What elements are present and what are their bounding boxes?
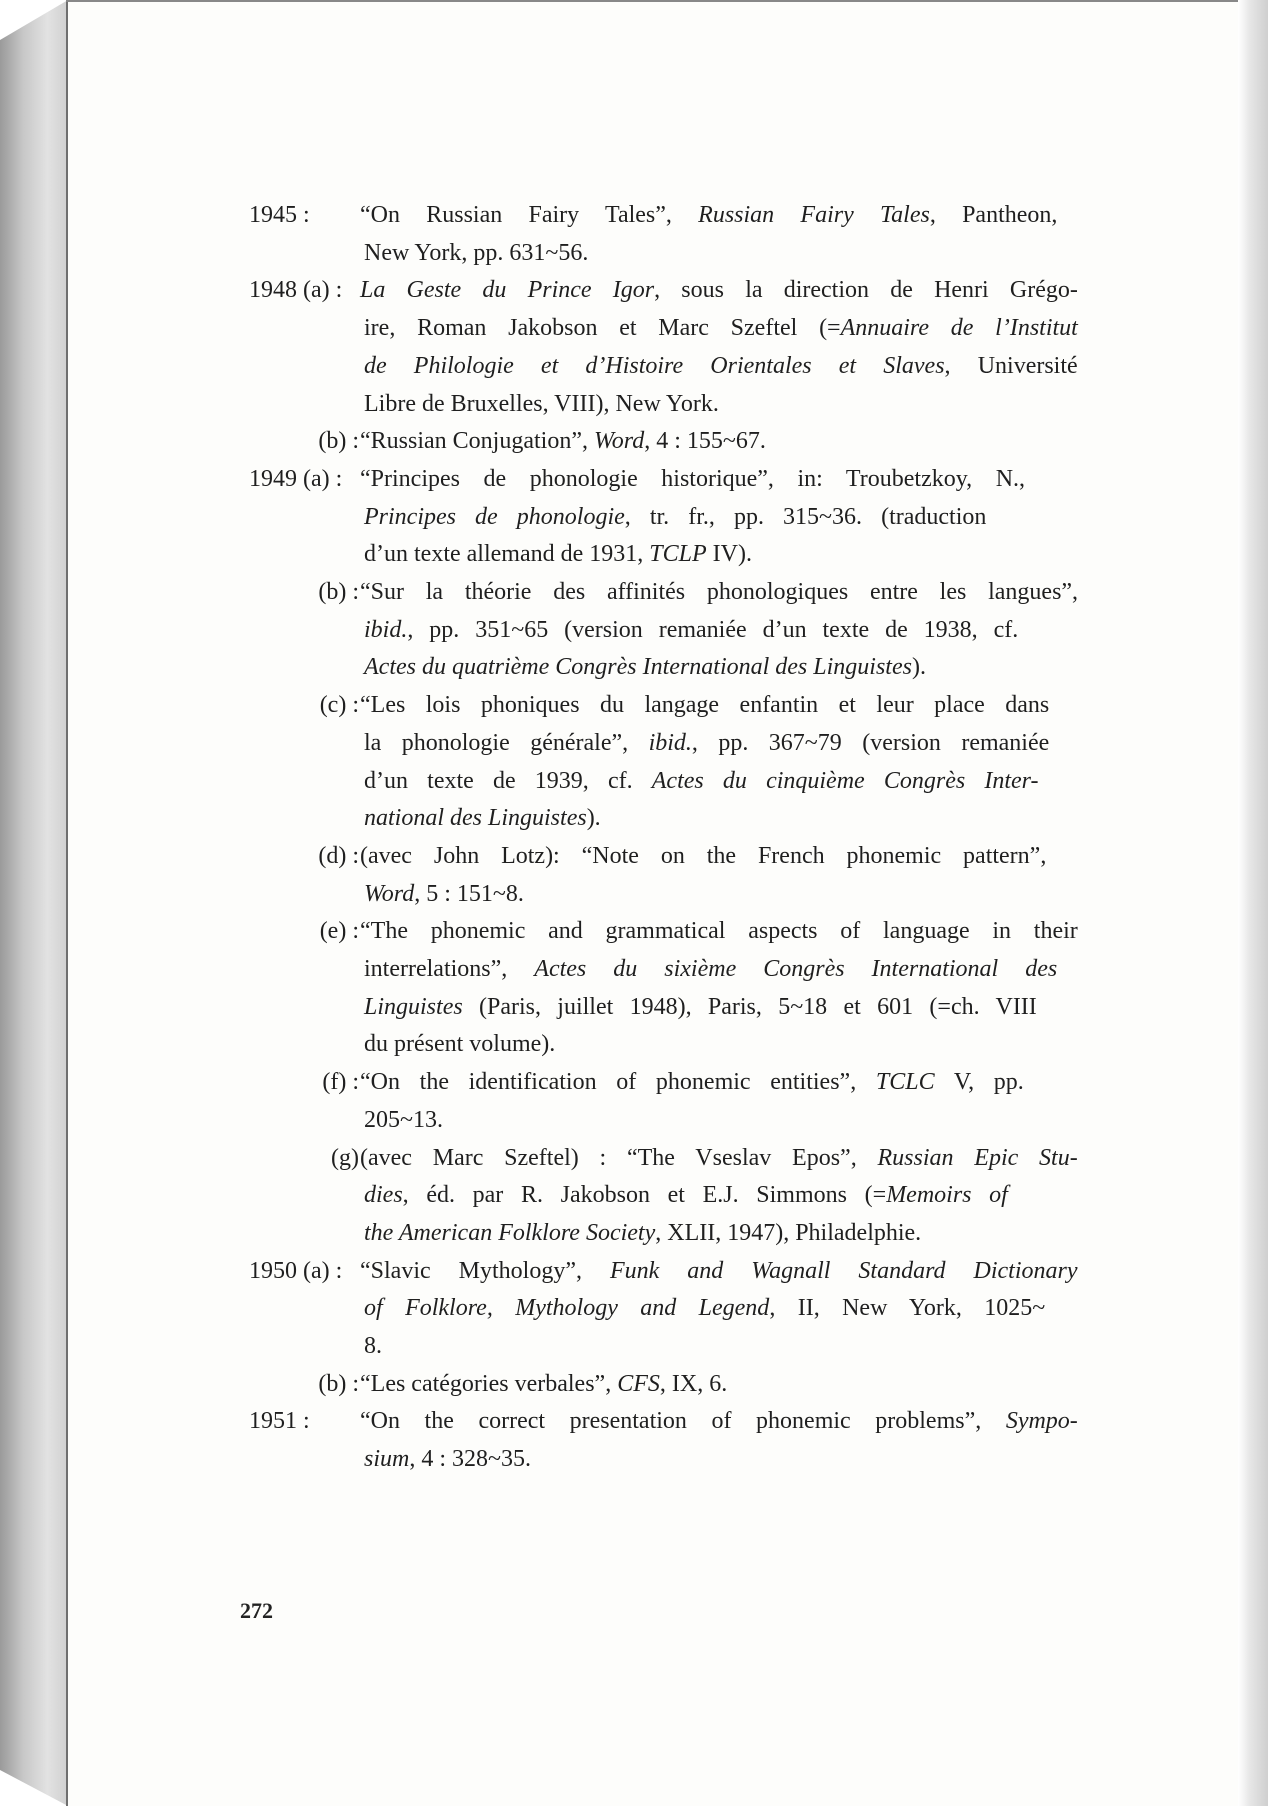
line-text: la phonologie générale”, [364,729,649,756]
line-text: (avec Marc Szeftel) : “The Vseslav Epos”, [360,1144,878,1171]
italic-title: ibid. [648,729,692,756]
entry-line [364,502,986,532]
line-text: ire, Roman Jakobson et Marc Szeftel (= [364,315,841,342]
entry-line [360,426,766,456]
entry-line [364,615,1018,645]
entry-line [360,275,1078,305]
entry-line [360,1067,1024,1097]
line-text: , 4 : 328~35. [409,1446,531,1473]
italic-title: Linguistes [364,993,463,1020]
line-text: , tr. fr., pp. 315~36. (traduction [624,503,987,530]
entry-label: 1951 : [249,1408,310,1435]
italic-title: La Geste du Prince Igor [360,277,655,304]
page-number: 272 [240,1598,273,1623]
italic-title: Word [364,880,415,907]
line-text: 205~13. [364,1106,443,1133]
italic-title: ibid. [364,616,408,643]
entry-line [364,1331,382,1361]
italic-title: Principes de phonologie [364,503,625,530]
italic-title: of Folklore, Mythology and Legend [364,1295,770,1322]
entry-label: (f) : [322,1069,359,1096]
book-page [68,2,1238,1806]
entry-line [364,539,752,569]
italic-title: Actes du sixième Congrès International des [534,956,1058,982]
line-text: “Sur la théorie des affinités phonologiques entre les langues”, [360,579,1079,605]
entry-line [364,238,588,268]
line-text: , pp. 351~65 (version remaniée d’un texte de 1938, cf. [407,616,1019,643]
entry-label: (b) : [318,579,359,605]
line-text: “Principes de phonologie historique”, in: Troubetzkoy, N., [360,465,1026,492]
italic-title: Funk and Wagnall Standard Dictionary [609,1257,1078,1284]
entry-line [364,1180,1008,1210]
entry-line [360,1143,1078,1173]
italic-title: Annuaire de l’Institut [840,315,1078,342]
entry-label: (e) : [319,918,359,945]
entry-line [364,879,524,909]
entry-line [364,313,1078,343]
italic-title: Actes du quatrième Congrès International des Linguistes [364,654,912,681]
entry-line [360,464,1025,494]
line-text: d’un texte de 1939, cf. [364,767,652,794]
line-text: New York, pp. 631~56. [364,239,589,266]
line-text: interrelations”, [364,956,535,982]
entry-line [360,1406,1078,1436]
entry-line [364,728,1049,758]
italic-title: Russian Fairy Tales [698,202,930,228]
italic-title: national des Linguistes [364,805,587,832]
line-text: “Slavic Mythology”, [360,1257,610,1284]
entry-label: (d) : [318,842,359,869]
entry-line [364,389,719,419]
line-text: , éd. par R. Jakobson et E.J. Simmons (= [402,1182,887,1209]
entry-line [364,351,1078,381]
line-text: “On Russian Fairy Tales”, [360,202,699,228]
entry-line [364,954,1057,984]
entry-line [364,803,601,833]
line-text: , 5 : 151~8. [414,880,524,907]
line-text: “Les lois phoniques du langage enfantin et leur place dans [360,692,1050,719]
entry-line [360,690,1049,720]
line-text: “Les catégories verbales”, [360,1370,618,1397]
line-text: , Université [944,352,1078,379]
book-right-edge [1238,0,1268,1806]
entry-line [360,1369,727,1399]
entry-label: 1949 (a) : [249,465,343,492]
line-text: “On the identification of phonemic entities”, [360,1069,876,1096]
italic-title: Word [593,428,645,455]
entry-label: (b) : [318,428,359,455]
line-text: “The phonemic and grammatical aspects of language in their [360,918,1078,945]
line-text: IV). [706,541,752,568]
entry-line [364,1218,921,1248]
line-text: d’un texte allemand de 1931, [364,541,650,568]
line-text: du présent volume). [364,1031,556,1058]
entry-line [360,1256,1078,1286]
entry-label: 1948 (a) : [249,277,343,304]
line-text: , sous la direction de Henri Grégo- [654,277,1078,304]
entry-label: (c) : [319,692,359,719]
italic-title: Actes du cinquième Congrès Inter- [651,767,1039,794]
entry-line [364,1029,555,1059]
italic-title: TCLP [649,541,707,568]
italic-title: the American Folklore Society [364,1219,656,1246]
italic-title: TCLC [875,1069,935,1096]
line-text: (avec John Lotz): “Note on the French phonemic pattern”, [360,842,1047,869]
entry-line [360,577,1078,607]
entry-line [360,916,1078,946]
line-text: , IX, 6. [659,1370,728,1397]
bibliography-list [68,2,1238,1806]
line-text: ). [586,805,601,832]
line-text: V, pp. [934,1069,1024,1096]
entry-label: (g) [331,1144,359,1171]
line-text: , XLII, 1947), Philadelphie. [655,1219,922,1246]
line-text: , II, New York, 1025~ [769,1295,1046,1322]
entry-line [364,652,926,682]
entry-label: 1950 (a) : [249,1257,343,1284]
line-text: 8. [364,1333,382,1359]
entry-line [360,841,1046,871]
entry-line [360,200,1057,230]
line-text: , pp. 367~79 (version remaniée [691,729,1050,756]
entry-line [364,766,1039,796]
entry-line [364,1293,1045,1323]
italic-title: Russian Epic Stu- [877,1144,1078,1171]
entry-line [364,992,1037,1022]
entry-line [364,1444,531,1474]
book-left-edge [0,0,68,1806]
line-text: ). [911,654,926,681]
entry-label: (b) : [318,1370,359,1397]
italic-title: de Philologie et d’Histoire Orientales et Slaves [364,352,945,379]
line-text: , 4 : 155~67. [644,428,766,455]
line-text: (Paris, juillet 1948), Paris, 5~18 et 601 (=ch. VIII [462,993,1037,1020]
italic-title: Sympo- [1005,1408,1078,1435]
line-text: , Pantheon, [929,202,1058,228]
entry-line [364,1105,443,1135]
italic-title: Memoirs of [886,1182,1008,1209]
italic-title: CFS [617,1370,660,1397]
line-text: “On the correct presentation of phonemic problems”, [360,1408,1006,1435]
italic-title: dies [364,1182,403,1209]
line-text: “Russian Conjugation”, [360,428,594,455]
italic-title: sium [364,1446,410,1473]
line-text: Libre de Bruxelles, VIII), New York. [364,390,719,417]
entry-label: 1945 : [249,202,310,228]
